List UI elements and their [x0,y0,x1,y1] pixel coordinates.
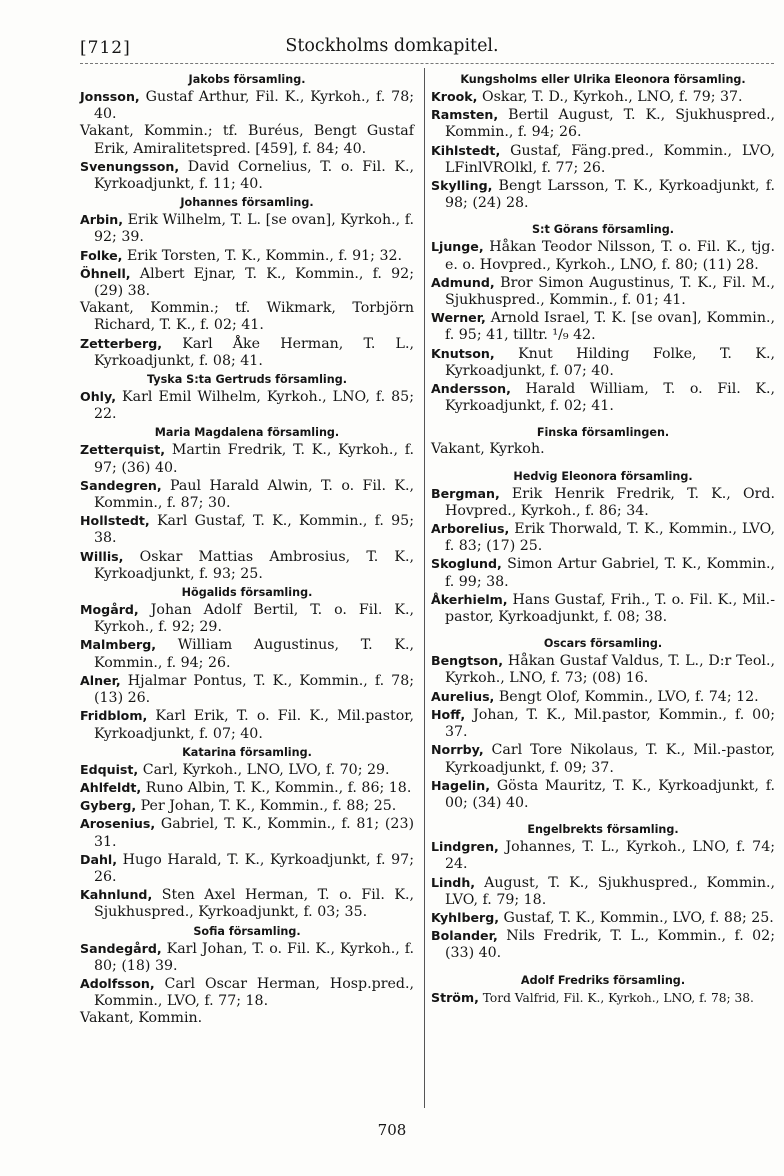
clergy-entry [431,652,775,687]
page-reference: [712] [80,38,131,58]
entry-details: Oskar Mattias Ambrosius, T. K., Kyrkoadjunkt, f. 93; 25. [94,548,414,582]
parish-heading: Kungsholms eller Ulrika Eleonora församling. [460,73,746,86]
clergy-entry [431,177,775,212]
clergy-entry [80,512,414,547]
entry-details: Johan Adolf Bertil, T. o. Fil. K., Kyrkoh., f. 92; 29. [94,602,414,636]
entry-details: Knut Hilding Folke, T. K., Kyrkoadjunkt, f. 07; 40. [445,345,775,379]
entry-details: Gustaf, T. K., Kommin., LVO, f. 88; 25. [499,909,774,926]
entry-details: Hans Gustaf, Frih., T. o. Fil. K., Mil.-pastor, Kyrkoadjunkt, f. 08; 38. [445,591,775,626]
clergy-entry [431,927,775,962]
clergy-entry [80,797,414,815]
entry-surname: Skoglund, [431,556,502,572]
entry-surname: Jonsson, [80,89,140,104]
clergy-entry [80,265,414,300]
entry-details: Erik Wilhelm, T. L. [se ovan], Kyrkoh., f. 92; 39. [94,212,414,246]
entry-details: Karl Johan, T. o. Fil. K., Kyrkoh., f. 80; (18) 39. [94,940,414,974]
entry-surname: Skylling, [431,178,493,194]
clergy-entry [80,388,414,423]
parish-section [431,469,775,627]
entry-details: August, T. K., Sjukhuspred., Kommin., LVO, f. 79; 18. [445,874,775,908]
clergy-entry [431,688,775,706]
entry-details: Gustaf Arthur, Fil. K., Kyrkoh., f. 78; 40. [94,89,414,123]
entry-surname: Zetterberg, [80,335,163,351]
entry-surname: Admund, [431,274,495,290]
clergy-entry [431,706,775,741]
clergy-entry [80,815,414,850]
entry-surname: Lindh, [431,874,476,890]
entry-details: Bengt Larsson, T. K., Kyrkoadjunkt, f. 98; (24) 28. [445,178,775,212]
entry-details: Hjalmar Pontus, T. K., Kommin., f. 78; (13) 26. [94,672,414,707]
column-divider [424,68,425,1108]
entry-surname: Zetterquist, [80,442,166,458]
entry-surname: Hagelin, [431,777,490,793]
entry-surname: Bengtson, [431,653,504,669]
clergy-entry [431,238,775,273]
entry-details: Paul Harald Alwin, T. o. Fil. K., Kommin., f. 87; 30. [94,477,414,512]
parish-section [80,585,414,743]
parish-heading: Sofia församling. [193,924,301,938]
entry-surname: Svenungsson, [80,158,180,174]
clergy-entry [80,886,414,921]
parish-section [431,973,775,1007]
clergy-entry [80,779,414,797]
entry-surname: Lindgren, [431,839,499,855]
parish-section [431,425,775,458]
entry-surname: Andersson, [431,381,511,397]
entry-surname: Ström, [431,989,479,1005]
entry-details: Karl Åke Herman, T. L., Kyrkoadjunkt, f. 08; 41. [94,335,414,369]
entry-surname: Alner, [80,672,121,688]
entry-surname: Krook, [431,89,478,104]
entry-details: Tord Valfrid, Fil. K., Kyrkoh., LNO, f. 78; 38. [478,990,754,1005]
clergy-entry [431,441,775,458]
clergy-entry [431,555,775,590]
entry-surname: Willis, [80,548,124,564]
entry-details: Gustaf, Fäng.pred., Kommin., LVO, LFinlVROlkl, f. 77; 26. [445,142,775,176]
entry-surname: Bolander, [431,928,498,944]
entry-details: Vakant, Kommin.; tf. Buréus, Bengt Gustaf Erik, Amiralitetspred. [459], f. 84; 40. [80,123,414,157]
clergy-entry [431,309,775,344]
right-column [431,70,775,1007]
left-column [80,70,414,1028]
parish-heading: Finska församlingen. [536,426,670,440]
entry-surname: Kihlstedt, [431,142,501,158]
clergy-entry [431,741,775,776]
clergy-entry [80,88,414,123]
clergy-entry [80,707,414,742]
parish-section [431,222,775,415]
entry-details: Oskar, T. D., Kyrkoh., LNO, f. 79; 37. [477,89,743,105]
page-title: Stockholms domkapitel. [285,36,499,56]
parish-section [80,745,414,922]
clergy-entry [80,1010,414,1027]
entry-details: Albert Ejnar, T. K., Kommin., f. 92; (29) 38. [94,265,414,300]
entry-surname: Fridblom, [80,708,148,724]
parish-heading: Johannes församling. [180,196,314,210]
clergy-entry [80,477,414,512]
entry-details: Carl Tore Nikolaus, T. K., Mil.-pastor, Kyrkoadjunkt, f. 09; 37. [445,742,775,776]
clergy-entry [80,761,414,779]
entry-details: Bengt Olof, Kommin., LVO, f. 74; 12. [494,688,759,705]
entry-surname: Ohly, [80,389,117,405]
entry-surname: Malmberg, [80,637,157,653]
parish-section [80,924,414,1028]
clergy-entry [431,88,775,106]
clergy-entry [80,158,414,193]
clergy-entry [431,380,775,415]
clergy-entry [431,838,775,873]
entry-details: Martin Fredrik, T. K., Kyrkoh., f. 97; (36) 40. [94,442,414,476]
entry-surname: Ramsten, [431,107,499,123]
parish-heading: Tyska S:ta Gertruds församling. [147,373,347,387]
clergy-entry [431,485,775,520]
parish-heading: Högalids församling. [181,586,313,600]
header-divider [80,63,774,64]
clergy-entry [80,247,414,265]
clergy-entry [80,441,414,476]
entry-surname: Hoff, [431,706,466,722]
clergy-entry [431,106,775,141]
entry-details: Håkan Teodor Nilsson, T. o. Fil. K., tjg. e. o. Hovpred., Kyrkoh., LNO, f. 80; (11) 28. [445,239,775,273]
clergy-entry [431,591,775,626]
entry-surname: Norrby, [431,742,484,758]
clergy-entry [431,874,775,909]
clergy-entry [80,548,414,583]
entry-details: Håkan Gustaf Valdus, T. L., D:r Teol., Kyrkoh., LNO, f. 73; (08) 16. [445,653,775,687]
entry-details: Vakant, Kommin.; tf. Wikmark, Torbjörn Richard, T. K., f. 02; 41. [80,300,414,334]
entry-details: Erik Torsten, T. K., Kommin., f. 91; 32. [122,247,403,264]
entry-details: Harald William, T. o. Fil. K., Kyrkoadjunkt, f. 02; 41. [445,381,775,415]
entry-details: Runo Albin, T. K., Kommin., f. 86; 18. [141,779,412,796]
clergy-entry [80,851,414,886]
entry-details: Bror Simon Augustinus, T. K., Fil. M., Sjukhuspred., Kommin., f. 01; 41. [445,274,775,309]
entry-details: Karl Erik, T. o. Fil. K., Mil.pastor, Kyrkoadjunkt, f. 07; 40. [94,708,414,742]
clergy-entry [431,520,775,555]
parish-section [431,636,775,812]
entry-surname: Edquist, [80,761,139,777]
entry-surname: Aurelius, [431,688,495,704]
entry-surname: Arbin, [80,212,124,228]
entry-surname: Ahlfeldt, [80,779,142,795]
entry-details: Carl Oscar Herman, Hosp.pred., Kommin., LVO, f. 77; 18. [94,975,414,1010]
clergy-entry [431,274,775,309]
parish-heading: Maria Magdalena församling. [154,426,340,440]
entry-details: Gabriel, T. K., Kommin., f. 81; (23) 31. [94,816,414,850]
entry-details: Hugo Harald, T. K., Kyrkoadjunkt, f. 97; 26. [94,851,414,885]
entry-surname: Dahl, [80,851,118,867]
entry-details: Vakant, Kommin. [80,1010,203,1027]
entry-surname: Arborelius, [431,521,510,537]
entry-surname: Sandegren, [80,477,162,493]
page-number: 708 [377,1121,407,1139]
entry-details: Sten Axel Herman, T. o. Fil. K., Sjukhuspred., Kyrkoadjunkt, f. 03; 35. [94,887,414,921]
clergy-entry [431,345,775,380]
parish-heading: Engelbrekts församling. [527,823,679,837]
clergy-entry [431,909,775,927]
clergy-entry [80,601,414,636]
entry-details: Simon Artur Gabriel, T. K., Kommin., f. 99; 38. [445,556,775,590]
parish-section [80,372,414,423]
parish-section [80,425,414,583]
parish-heading: Hedvig Eleonora församling. [513,469,693,483]
entry-details: Carl, Kyrkoh., LNO, LVO, f. 70; 29. [138,761,390,778]
entry-details: Karl Emil Wilhelm, Kyrkoh., LNO, f. 85; 22. [94,389,414,423]
entry-surname: Öhnell, [80,265,131,281]
entry-surname: Adolfsson, [80,975,155,991]
entry-surname: Bergman, [431,485,500,501]
parish-heading: Katarina församling. [182,745,312,759]
entry-details: Vakant, Kyrkoh. [431,441,545,458]
parish-section [431,72,775,212]
entry-details: Per Johan, T. K., Kommin., f. 88; 25. [136,798,397,815]
clergy-entry [431,989,775,1007]
entry-surname: Ljunge, [431,239,484,255]
clergy-entry [431,142,775,177]
entry-details: Erik Thorwald, T. K., Kommin., LVO, f. 83; (17) 25. [445,521,775,555]
entry-details: Johan, T. K., Mil.pastor, Kommin., f. 00; 37. [445,706,775,741]
clergy-entry [431,777,775,812]
parish-section [80,195,414,370]
entry-details: Gösta Mauritz, T. K., Kyrkoadjunkt, f. 00; (34) 40. [445,777,775,811]
entry-details: David Cornelius, T. o. Fil. K., Kyrkoadjunkt, f. 11; 40. [94,158,414,193]
clergy-entry [80,123,414,157]
entry-surname: Åkerhielm, [431,591,508,607]
parish-heading: Jakobs församling. [188,73,306,86]
entry-surname: Knutson, [431,345,495,361]
clergy-entry [80,300,414,334]
clergy-entry [80,636,414,671]
entry-surname: Kyhlberg, [431,909,500,925]
clergy-entry [80,940,414,975]
clergy-entry [80,975,414,1010]
clergy-entry [80,335,414,370]
parish-section [80,72,414,193]
entry-details: Bertil August, T. K., Sjukhuspred., Kommin., f. 94; 26. [445,107,775,141]
clergy-entry [80,211,414,246]
entry-details: William Augustinus, T. K., Kommin., f. 94; 26. [94,637,414,671]
clergy-entry [80,672,414,707]
entry-surname: Arosenius, [80,816,156,832]
entry-details: Johannes, T. L., Kyrkoh., LNO, f. 74; 24. [445,839,775,873]
entry-surname: Folke, [80,247,123,263]
entry-surname: Hollstedt, [80,513,150,529]
entry-surname: Mogård, [80,602,139,618]
parish-heading: S:t Görans församling. [531,223,675,237]
entry-details: Karl Gustaf, T. K., Kommin., f. 95; 38. [94,513,414,547]
entry-surname: Sandegård, [80,940,162,956]
parish-heading: Adolf Fredriks församling. [520,973,686,987]
entry-surname: Kahnlund, [80,887,153,903]
entry-details: Arnold Israel, T. K. [se ovan], Kommin., f. 95; 41, tilltr. ¹/₉ 42. [445,310,775,344]
entry-surname: Gyberg, [80,798,137,814]
parish-section [431,822,775,962]
entry-details: Nils Fredrik, T. L., Kommin., f. 02; (33) 40. [445,928,775,962]
parish-heading: Oscars församling. [543,637,663,651]
entry-details: Erik Henrik Fredrik, T. K., Ord. Hovpred., Kyrkoh., f. 86; 34. [445,485,775,519]
entry-surname: Werner, [431,310,486,326]
